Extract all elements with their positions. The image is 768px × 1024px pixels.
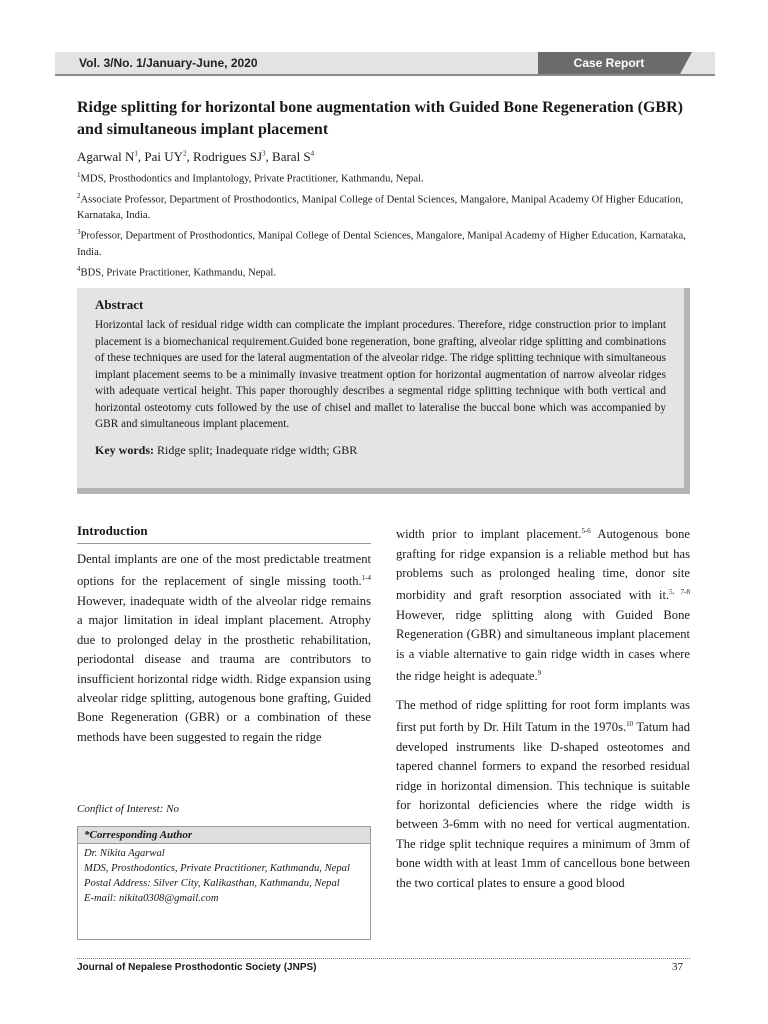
abstract-body: Horizontal lack of residual ridge width can complicate the implant procedures. Therefore, ridge construction prior to implant placement is a biomechanical requirement.Guided bone regeneration, bone grafting, alveolar ridge splitting and combinations of these techniques are used for the lateral augmentation of the alveolar ridge. The ridge splitting technique with simultaneous implant placement seems to be a minimally invasive treatment option for horizontal augmentation of narrow alveolar ridges with adequate vertical height. This paper thoroughly describes a segmental ridge splitting technique with both vertical and horizontal osteotomy cuts followed by the use of chisel and mallet to lateralise the buccal bone which was accompanied by GBR and simultaneous implant placement. — [95, 319, 666, 430]
article-type-tab: Case Report — [538, 52, 680, 74]
abstract-box — [77, 288, 690, 494]
author: Baral $S^4$ — [272, 149, 315, 164]
affiliation: $^1$MDS, Prosthodontics and Implantology, Private Practitioner, Kathmandu, Nepal. — [77, 171, 424, 185]
right-column — [396, 522, 690, 893]
affiliation: $^4$BDS, Private Practitioner, Kathmandu, Nepal. — [77, 264, 277, 279]
conflict-of-interest: Conflict of Interest: No — [77, 803, 179, 815]
author: Agarwal $N^1$, — [77, 149, 145, 164]
left-column — [77, 523, 371, 747]
author: Rodrigues $SJ^3$, — [193, 149, 273, 164]
author-list — [77, 149, 314, 165]
affiliation: $^3$Professor, Department of Prosthodontics, Manipal College of Dental Sciences, Mangalore, Manipal Academy of Higher Education, Karnataka, India. — [77, 228, 686, 258]
corresponding-line: Postal Address: Silver City, Kalikasthan, Kathmandu, Nepal — [84, 878, 340, 889]
affiliation: $^2$Associate Professor, Department of Prosthodontics, Manipal College of Dental Sciences, Mangalore, Manipal Academy Of Higher Education, Karnataka, India. — [77, 191, 684, 222]
page-number: 37 — [672, 961, 683, 973]
corresponding-author-details — [78, 844, 370, 908]
introduction-paragraph: Dental implants are one of the most predictable treatment options for the replacement of single missing tooth.$^{1-4}$ However, inadequate width of the alveolar ridge remains a major limitation in ideal implant placement. Atrophy due to prolonged delay in the prosthetic rehabilitation, periodontal disease and trauma are contributors to insufficient horizontal ridge width. Ridge expansion using alveolar ridge splitting, autogenous bone grafting, Guided Bone Regeneration (GBR) or a combination of these methods have been suggested to regain the ridge — [77, 552, 371, 744]
corresponding-line: MDS, Prosthodontics, Private Practitioner, Kathmandu, Nepal — [84, 863, 350, 874]
keywords: Key words: Ridge split; Inadequate ridge width; GBR — [95, 442, 358, 457]
footer-journal-name: Journal of Nepalese Prosthodontic Society (JNPS) — [77, 962, 317, 973]
affiliation-list — [77, 167, 693, 281]
corresponding-author-heading: *Corresponding Author — [78, 827, 370, 844]
author: Pai $UY^2$, — [144, 149, 194, 164]
corresponding-author-box — [77, 826, 371, 940]
introduction-heading: Introduction — [77, 523, 371, 544]
corresponding-line: Dr. Nikita Agarwal — [84, 848, 165, 859]
footer-divider — [77, 958, 690, 959]
body-paragraph: The method of ridge splitting for root form implants was first put forth by Dr. Hilt Tatum in the 1970s.$^{10}$ Tatum had developed instruments like D-shaped osteotomes and tapered channel formers to expand the resorbed residual ridge in horizontal dimension. This technique is suitable for horizontal deficiencies where the ridge width is between 3-6mm with no need for vertical augmentation. The ridge split technique requires a minimum of 3mm of bone width with at least 1mm of cancellous bone between the two cortical plates to ensure a good blood — [396, 697, 690, 890]
article-title: Ridge splitting for horizontal bone augmentation with Guided Bone Regeneration (GBR) and simultaneous implant placement — [77, 99, 683, 138]
abstract-heading: Abstract — [95, 297, 144, 312]
body-paragraph: width prior to implant placement.$^{5-6}$ Autogenous bone grafting for ridge expansion is a reliable method but has problems such as prolonged healing time, donor site morbidity and graft resorption associated with it.$^{5, 7-8}$ However, ridge splitting along with Guided Bone Regeneration (GBR) and simultaneous implant placement is a viable alternative to gain ridge width in cases where the ridge height is adequate.$^9$ — [396, 527, 690, 684]
journal-volume: Vol. 3/No. 1/January-June, 2020 — [79, 56, 258, 70]
corresponding-email: E-mail: nikita0308@gmail.com — [84, 893, 219, 904]
